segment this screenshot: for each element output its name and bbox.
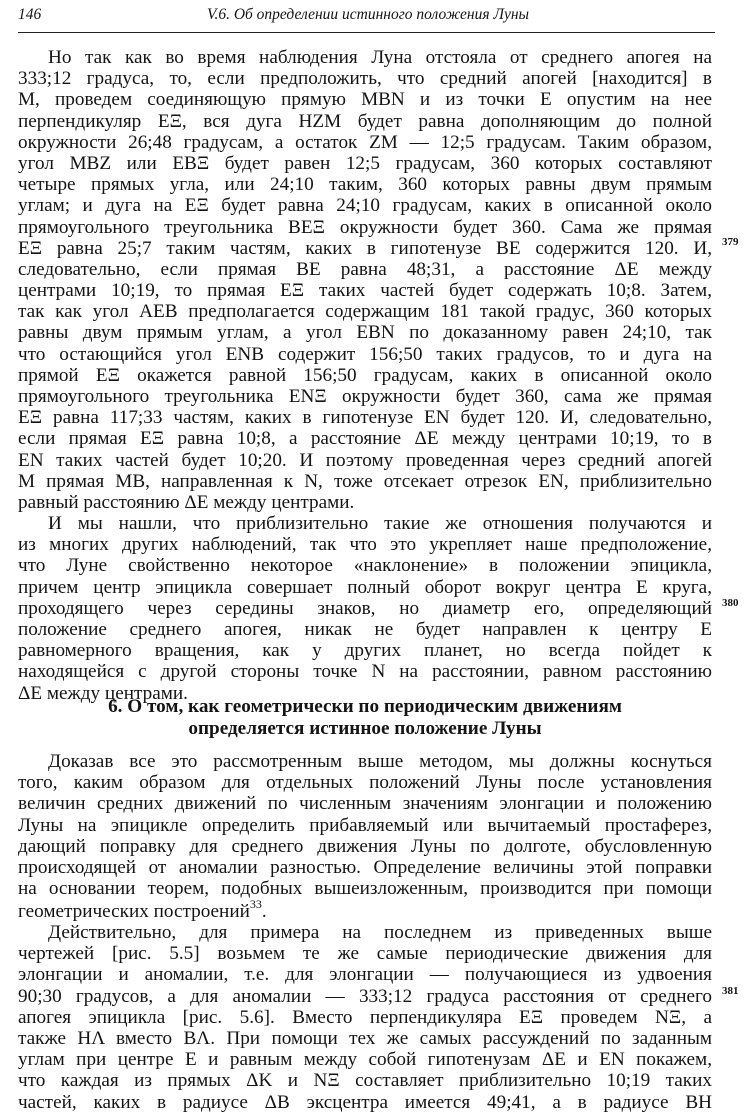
text-line: величин средних движений по численным значениям элонгации и положению xyxy=(18,793,712,815)
sentence-end: . xyxy=(261,901,267,923)
header-rule xyxy=(18,32,715,33)
text-line: апогея эпицикла [рис. 5.6]. Вместо перпендикуляра EΞ проведем NΞ, а xyxy=(18,1006,712,1028)
text-line: геометрических построений xyxy=(18,901,250,923)
page-number: 146 xyxy=(18,6,42,23)
text-line: центрами 10;19, то прямая EΞ таких частей будет содержать 10;8. Затем, xyxy=(18,280,712,302)
text-line: EΞ равна 117;33 частям, каких в гипотенузе EN будет 120. И, следовательно, xyxy=(18,407,712,429)
text-line: проходящего через середины знаков, но диаметр его, определяющий xyxy=(18,597,712,619)
text-line: 90;30 градусов, а для аномалии — 333;12 градуса расстояния от среднего xyxy=(18,985,712,1007)
text-line: что Луне свойственно некоторое «наклонение» в положении эпицикла, xyxy=(18,555,712,577)
text-line: равны двум прямым углам, а угол EBN по доказанному равен 24;10, так xyxy=(18,322,712,344)
text-line: угол MBZ или EBΞ будет равен 12;5 градусам, 360 которых составляют xyxy=(18,152,712,174)
text-line: прямой EΞ окажется равной 156;50 градусам, каких в описанной около xyxy=(18,364,712,386)
text-line: M прямая MB, направленная к N, тоже отсекает отрезок EN, приблизительно xyxy=(18,470,712,492)
section-heading xyxy=(18,696,712,740)
section-heading-line-1: 6. О том, как геометрически по периодическим движениям xyxy=(108,696,622,717)
text-line: прямоугольного треугольника BEΞ окружности будет 360. Сама же прямая xyxy=(18,216,712,238)
text-line: равномерного вращения, как у других планет, но всегда пойдет к xyxy=(18,640,712,662)
text-line: если прямая EΞ равна 10;8, а расстояние ΔE между центрами 10;19, то в xyxy=(18,428,712,450)
text-line: чертежей [рис. 5.5] возьмем те же самые периодические движения для xyxy=(18,943,712,965)
section-heading-line-2: определяется истинное положение Луны xyxy=(188,718,542,739)
text-line: что каждая из прямых ΔK и NΞ составляет приблизительно 10;19 таких xyxy=(18,1070,712,1092)
text-line: также HΛ вместо BΛ. При помощи тех же самых рассуждений по заданным xyxy=(18,1027,712,1049)
text-line: углам при центре E и равным между собой гипотенузам ΔE и EN покажем, xyxy=(18,1049,712,1071)
margin-number: 379 xyxy=(722,236,739,248)
text-line: из многих других наблюдений, так что это укрепляет наше предположение, xyxy=(18,534,712,556)
running-header xyxy=(18,6,718,28)
paragraph-4 xyxy=(18,922,712,1113)
text-line: Луны на эпицикле определить прибавляемый или вычитаемый простаферез, xyxy=(18,814,712,836)
text-line: EN таких частей будет 10;20. И поэтому проведенная через средний апогей xyxy=(18,449,712,471)
text-line: элонгации и аномалии, т.е. для элонгации — получающиеся из удвоения xyxy=(18,964,712,986)
text-line: Действительно, для примера на последнем из приведенных выше xyxy=(48,922,712,943)
text-line: находящейся с другой стороны точке N на расстоянии, равном расстоянию xyxy=(18,661,712,683)
text-line: четыре прямых угла, или 24;10 таким, 360 которых равны двум прямым xyxy=(18,174,712,196)
text-line: происходящей от аномалии разностью. Определение величины этой поправки xyxy=(18,856,712,878)
text-line: причем центр эпицикла совершает полный оборот вокруг центра E круга, xyxy=(18,576,712,598)
text-line: 333;12 градуса, то, если предположить, что средний апогей [находится] в xyxy=(18,68,712,90)
text-line: прямоугольного треугольника ENΞ окружности будет 360, сама же прямая xyxy=(18,386,712,407)
text-line: окружности 26;48 градусам, а остаток ZM — 12;5 градусам. Таким образом, xyxy=(18,131,712,153)
text-line: равный расстоянию ΔE между центрами. xyxy=(18,491,355,513)
text-line: следовательно, если прямая BE равна 48;31, а расстояние ΔE между xyxy=(18,258,712,280)
text-line: M, проведем соединяющую прямую MBN и из точки E опустим на нее xyxy=(18,89,712,111)
text-line: EΞ равна 25;7 таким частям, каких в гипотенузе BE содержится 120. И, xyxy=(18,237,712,259)
text-line: углам; и дуга на EΞ будет равна 24;10 градусам, каких в описанной около xyxy=(18,195,712,217)
text-line: ΔE между центрами. xyxy=(18,682,188,704)
text-line: так как угол AEB предполагается содержащим 181 такой градус, 360 которых xyxy=(18,301,712,323)
text-line: перпендикуляр EΞ, вся дуга HZM будет равна дополняющим до полной xyxy=(18,110,712,132)
footnote-reference[interactable]: 33 xyxy=(249,897,262,912)
text-line: И мы нашли, что приблизительно такие же отношения получаются и xyxy=(48,513,712,534)
margin-number: 381 xyxy=(722,985,739,997)
text-line: что остающийся угол ENB содержит 156;50 таких градусов, то и дуга на xyxy=(18,343,712,365)
text-line: того, каким образом для отдельных положений Луны после установления xyxy=(18,772,712,794)
margin-number: 380 xyxy=(722,597,739,609)
text-line: на основании теорем, подобных вышеизложенным, производится при помощи xyxy=(18,878,712,900)
paragraph-1 xyxy=(18,47,712,513)
text-line: дающий поправку для среднего движения Луны по долготе, обусловленную xyxy=(18,835,712,857)
text-line: частей, каких в радиусе ΔB эксцентра имеется 49;41, а в радиусе BH xyxy=(18,1091,712,1113)
text-line: положение среднего апогея, никак не будет направлен к центру E xyxy=(18,618,712,640)
paragraph-3 xyxy=(18,751,712,923)
paragraph-2 xyxy=(18,513,712,704)
text-line: Но так как во время наблюдения Луна отстояла от среднего апогея на xyxy=(48,47,712,68)
text-line: Доказав все это рассмотренным выше методом, мы должны коснуться xyxy=(48,751,712,772)
text-line-with-footnote xyxy=(18,897,712,923)
running-title: V.6. Об определении истинного положения Луны xyxy=(206,6,530,23)
